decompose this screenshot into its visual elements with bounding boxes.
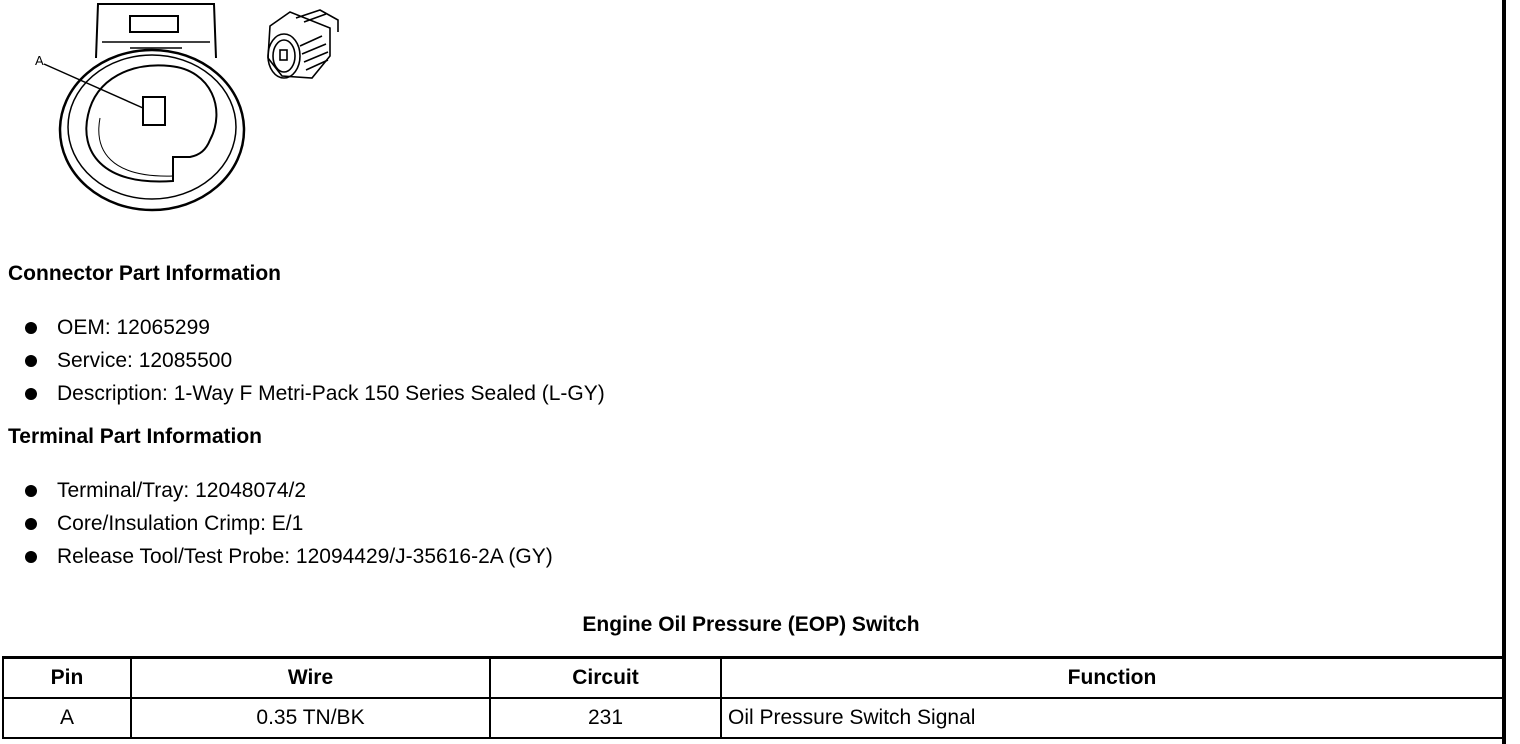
column-header-circuit: Circuit [490, 658, 721, 699]
connector-part-list [24, 313, 605, 412]
terminal-tray: Terminal/Tray: 12048074/2 [57, 479, 307, 502]
connector-oem: OEM: 12065299 [57, 316, 210, 339]
list-item [24, 509, 553, 542]
cell-pin: A [3, 698, 131, 738]
bullet-icon [25, 551, 37, 563]
column-header-wire: Wire [131, 658, 490, 699]
page-border-right [1502, 0, 1506, 744]
bullet-icon [25, 355, 37, 367]
bullet-icon [25, 388, 37, 400]
list-item [24, 542, 553, 575]
terminal-crimp: Core/Insulation Crimp: E/1 [57, 512, 304, 535]
table-row [3, 698, 1503, 738]
pin-table [2, 656, 1504, 739]
bullet-icon [25, 518, 37, 530]
terminal-release-tool: Release Tool/Test Probe: 12094429/J-35616-2A (GY) [57, 545, 553, 568]
table-header-row [3, 658, 1503, 699]
column-header-function: Function [721, 658, 1503, 699]
connector-part-heading: Connector Part Information [8, 262, 282, 285]
terminal-part-list [24, 476, 553, 575]
cell-wire: 0.35 TN/BK [131, 698, 490, 738]
connector-illustration [30, 0, 370, 214]
cell-function: Oil Pressure Switch Signal [721, 698, 1503, 738]
pin-table-title: Engine Oil Pressure (EOP) Switch [582, 613, 920, 636]
list-item [24, 313, 605, 346]
bullet-icon [25, 485, 37, 497]
list-item [24, 346, 605, 379]
list-item [24, 379, 605, 412]
connector-service: Service: 12085500 [57, 349, 233, 372]
list-item [24, 476, 553, 509]
column-header-pin: Pin [3, 658, 131, 699]
bullet-icon [25, 322, 37, 334]
terminal-part-heading: Terminal Part Information [8, 425, 262, 448]
pin-a-callout: A [35, 53, 44, 68]
connector-description: Description: 1-Way F Metri-Pack 150 Series Sealed (L-GY) [57, 382, 605, 405]
cell-circuit: 231 [490, 698, 721, 738]
